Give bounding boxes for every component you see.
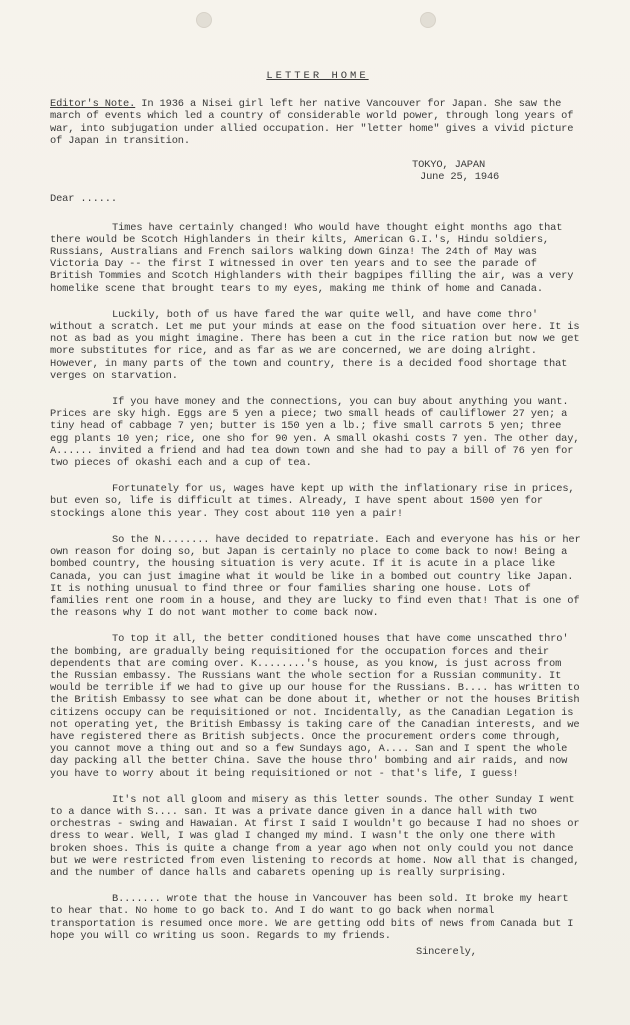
- punch-hole-right: [420, 12, 436, 28]
- dateline-date: June 25, 1946: [420, 171, 500, 184]
- salutation: Dear ......: [50, 193, 117, 206]
- letter-content: [50, 70, 585, 958]
- paragraph-7: It's not all gloom and misery as this letter sounds. The other Sunday I went to a dance with S.... san. It was a private dance given in a dance hall with two orchestras - swing and Hawaian. At first I said I wouldn't go because I had no shoes or dress to wear. Well, I was glad I changed my mind. I wasn't the only one there with broken shoes. This is quite a change from a year ago when not only could you not dance but we were restricted from even listening to records at home. Now all that is changed, and the number of dance halls and cabarets opening up is really surprising.: [50, 793, 580, 879]
- editors-note: [50, 98, 585, 147]
- letter-title: LETTER HOME: [266, 70, 369, 82]
- paragraph-3: If you have money and the connections, you can buy about anything you want. Prices are sky high. Eggs are 5 yen a piece; two small heads of cauliflower 27 yen; a tiny head of cabbage 7 yen; butter is 150 yen a lb.; five small carrots 5 yen; three egg plants 10 yen; rice, one sho for 90 yen. A small okashi costs 7 yen. The other day, A...... invited a friend and had tea down town and she had to pay a bill of 76 yen for two pieces of okashi each and a cup of tea.: [50, 396, 580, 470]
- paragraph-1: Times have certainly changed! Who would have thought eight months ago that there would be Scotch Highlanders in their kilts, American G.I.'s, Hindu soldiers, Russians, Australians and French sailors walking down Ginza! The 24th of May was Victoria Day -- the first I witnessed in over ten years and to see the parade of British Tommies and Scotch Highlanders with their bagpipes filling the air, was a very homelike scene that brought tears to my eyes, making me think of home and Canada.: [50, 221, 574, 295]
- editors-note-label: Editor's Note.: [50, 98, 136, 111]
- punch-hole-left: [196, 12, 212, 28]
- dateline: [50, 159, 585, 183]
- signoff: Sincerely,: [416, 945, 477, 958]
- paragraph-8: B....... wrote that the house in Vancouver has been sold. It broke my heart to hear that. No home to go back to. And I do want to go back when normal transportation is resumed once more. We are getting odd bits of news from Canada but I hope you will co writing us soon. Regards to my friends.: [50, 893, 574, 942]
- dateline-place: TOKYO, JAPAN: [412, 159, 486, 172]
- paragraph-5: So the N........ have decided to repatriate. Each and everyone has his or her own reason for doing so, but Japan is certainly no place to come back to now! Being a bombed country, the housing situation is very acute. If it is acute in a place like Canada, you can just imagine what it would be like in a bombed out country like Japan. It is nothing unusual to find three or four families sharing one house. Lots of families rent one room in a house, and they are lucky to find even that! That is one of the reasons why I do not want mother to come back now.: [50, 533, 581, 620]
- editors-note-text: In 1936 a Nisei girl left her native Vancouver for Japan. She saw the march of events which led a country of considerable world power, through long years of war, into subjugation under allied occupation. Her "letter home" gives a vivid picture of Japan in transition.: [50, 98, 574, 147]
- paragraph-2: Luckily, both of us have fared the war quite well, and have come thro' without a scratch. Let me put your minds at ease on the food situation over here. It is not as bad as you might imagine. There has been a cut in the rice ration but now we get more substitutes for rice, and as far as we are concerned, we are doing alright. However, in many parts of the town and country, there is a decided food shortage that verges on starvation.: [50, 308, 580, 382]
- paragraph-4: Fortunately for us, wages have kept up with the inflationary rise in prices, but even so, life is difficult at times. Already, I have spent about 1500 yen for stockings alone this year. They cost about 110 yen a pair!: [50, 483, 575, 520]
- paragraph-6: To top it all, the better conditioned houses that have come unscathed thro' the bombing, are gradually being requisitioned for the occupation forces and their dependents that are coming over. K........'s house, as you know, is just across from the Russian embassy. The Russians want the whole section for a Russian community. It would be terrible if we had to give up our house for the Russians. B.... has written to the British Embassy to see what can be done about it, whether or not the houses British citizens occupy can be requisitioned or not. Incidentally, as the Canadian Legation is not operating yet, the British Embassy is taking care of the Canadian interests, and we have registered there as British subjects. Once the procurement orders come through, you cannot move a thing out and so a few Sundays ago, A.... San and I spent the whole day packing all the better China. Save the house thro' bombing and air raids, and now you have to worry about it being requisitioned or not - that's life, I guess!: [50, 633, 580, 780]
